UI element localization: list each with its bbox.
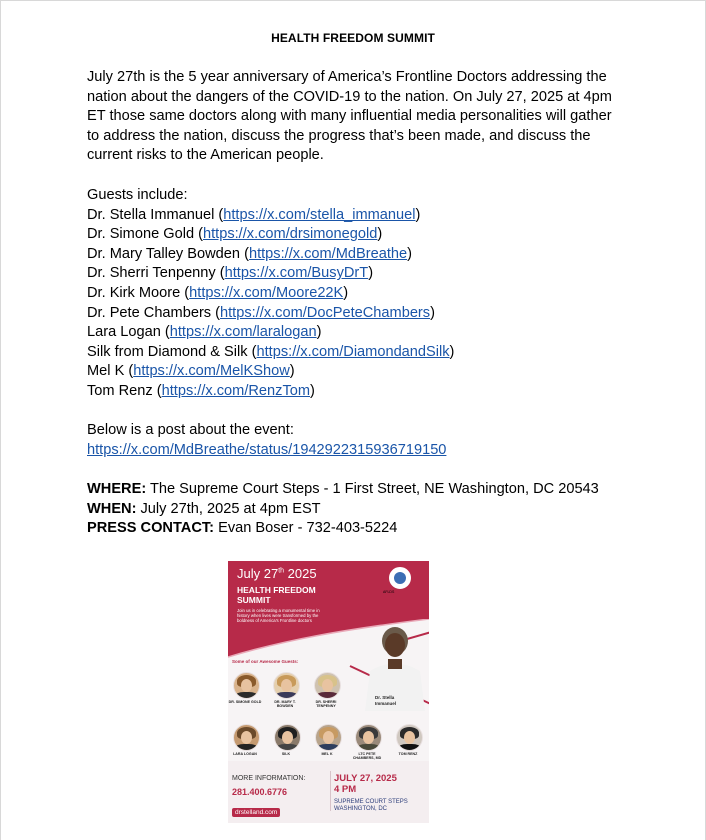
page-border-top — [0, 0, 706, 1]
guest-photo-label: MEL K — [321, 752, 333, 756]
post-link[interactable]: https://x.com/MdBreathe/status/1942922315936719150 — [87, 441, 447, 458]
guest-link[interactable]: https://x.com/BusyDrT — [224, 265, 369, 282]
website-badge: drstelland.com — [232, 808, 280, 817]
aflds-logo-icon — [388, 566, 412, 590]
guest-name: Lara Logan ( — [87, 324, 170, 341]
guest-name: Dr. Stella Immanuel ( — [87, 206, 224, 223]
guest-photo-label: SILK — [281, 752, 291, 756]
guest-close: ) — [316, 324, 322, 341]
guest-name: Tom Renz ( — [87, 382, 162, 399]
guest-lines — [87, 206, 454, 402]
flyer-subtitle: Join us in celebrating a monumental time in history when lives were transformed by the boldness of America's Frontline doctors — [237, 608, 320, 624]
guest-line — [87, 343, 454, 363]
guest-close: ) — [343, 284, 349, 301]
event-place: SUPREME COURT STEPS WASHINGTON, DC — [334, 799, 408, 812]
guest-photo — [233, 724, 260, 751]
guest-name: Dr. Mary Talley Bowden ( — [87, 245, 249, 262]
guest-close: ) — [310, 382, 315, 399]
intro-paragraph — [87, 68, 647, 166]
guest-link[interactable]: https://x.com/Moore22K — [189, 284, 344, 301]
guest-photo — [274, 724, 301, 751]
guest-line — [87, 304, 454, 324]
guest-photo-label: DR. SHERRI TENPENNY — [315, 700, 337, 709]
guest-photo-label: DR. SIMONE GOLD — [228, 700, 262, 704]
guest-line — [87, 264, 454, 284]
intro-line: ET those same doctors along with many influential media personalities will gather — [87, 108, 612, 125]
where-label: WHERE: — [87, 481, 147, 497]
flyer-title: HEALTH FREEDOM SUMMIT — [237, 585, 316, 605]
intro-line: July 27th is the 5 year anniversary of America’s Frontline Doctors addressing the — [87, 69, 607, 85]
guest-photo — [233, 672, 260, 699]
guest-link[interactable]: https://x.com/DiamondandSilk — [256, 343, 450, 360]
guest-close: ) — [289, 363, 295, 380]
guests-heading: Guests include: — [87, 187, 188, 203]
event-flyer — [228, 561, 429, 823]
guest-line — [87, 206, 454, 226]
when-label: WHEN: — [87, 500, 137, 517]
awesome-guests-heading: Some of our Awesome Guests: — [232, 659, 299, 664]
guest-name: Dr. Sherri Tenpenny ( — [87, 265, 225, 282]
guests-list — [87, 186, 454, 402]
guest-link[interactable]: https://x.com/stella_immanuel — [223, 206, 416, 223]
guest-photo — [315, 724, 342, 751]
guest-close: ) — [368, 265, 374, 282]
guest-line — [87, 284, 454, 304]
press-value: Evan Boser - 732-403-5224 — [214, 520, 398, 537]
guest-line — [87, 382, 454, 402]
guest-link[interactable]: https://x.com/RenzTom — [161, 382, 311, 399]
intro-line: current risks to the American people. — [87, 147, 324, 164]
guest-close: ) — [407, 245, 412, 262]
intro-line: nation about the dangers of the COVID-19 to the nation. On July 27, 2025 at 4pm — [87, 88, 612, 105]
guest-photo — [273, 672, 300, 699]
where-line — [87, 480, 599, 500]
guest-photo-label: LTC PETE CHAMBERS, MD — [352, 752, 382, 761]
guest-name: Silk from Diamond & Silk ( — [87, 343, 257, 360]
guest-line — [87, 245, 454, 265]
guest-link[interactable]: https://x.com/DocPeteChambers — [220, 304, 431, 321]
logo-label: AFLDS — [383, 590, 395, 594]
when-value: July 27th, 2025 at 4pm EST — [136, 500, 321, 517]
guest-photo — [396, 724, 423, 751]
guest-name: Dr. Pete Chambers ( — [87, 304, 221, 321]
guest-link[interactable]: https://x.com/laralogan — [169, 324, 317, 341]
phone-number: 281.400.6776 — [232, 787, 288, 797]
guest-close: ) — [377, 226, 383, 243]
press-line — [87, 519, 599, 539]
guest-photo — [314, 672, 341, 699]
guest-name: Dr. Simone Gold ( — [87, 226, 203, 243]
press-label: PRESS CONTACT: — [87, 520, 215, 537]
flyer-date: July 27th 2025 — [237, 566, 317, 581]
event-date: JULY 27, 2025 4 PM — [334, 773, 397, 795]
page-border-left — [0, 0, 1, 840]
guest-close: ) — [415, 206, 421, 223]
where-value: The Supreme Court Steps - 1 First Street, NE Washington, DC 20543 — [146, 481, 599, 497]
footer-divider — [330, 771, 331, 811]
guest-link[interactable]: https://x.com/drsimonegold — [202, 226, 378, 243]
guest-close: ) — [430, 304, 435, 321]
guest-line — [87, 362, 454, 382]
guest-photo — [355, 724, 382, 751]
when-line — [87, 500, 599, 520]
featured-doctor-name: Dr. Stella Immanuel — [375, 695, 397, 706]
guest-name: Dr. Kirk Moore ( — [87, 284, 190, 301]
guest-photo-label: DR. MARY T. BOWDEN — [274, 700, 296, 709]
guest-photo-label: LARA LOGAN — [233, 752, 257, 756]
document-title: HEALTH FREEDOM SUMMIT — [271, 31, 435, 45]
post-label: Below is a post about the event: — [87, 422, 294, 438]
more-info-label: MORE INFORMATION: — [232, 775, 306, 782]
intro-line: to address the nation, discuss the progress that’s been made, and discuss the — [87, 127, 591, 144]
guest-photo-label: TOM RENZ — [398, 752, 418, 756]
guest-line — [87, 323, 454, 343]
event-post — [87, 421, 446, 460]
guest-link[interactable]: https://x.com/MelKShow — [133, 363, 290, 380]
event-details — [87, 480, 599, 539]
guest-name: Mel K ( — [87, 363, 134, 380]
guest-line — [87, 225, 454, 245]
guest-close: ) — [449, 343, 455, 360]
guest-link[interactable]: https://x.com/MdBreathe — [248, 245, 408, 262]
